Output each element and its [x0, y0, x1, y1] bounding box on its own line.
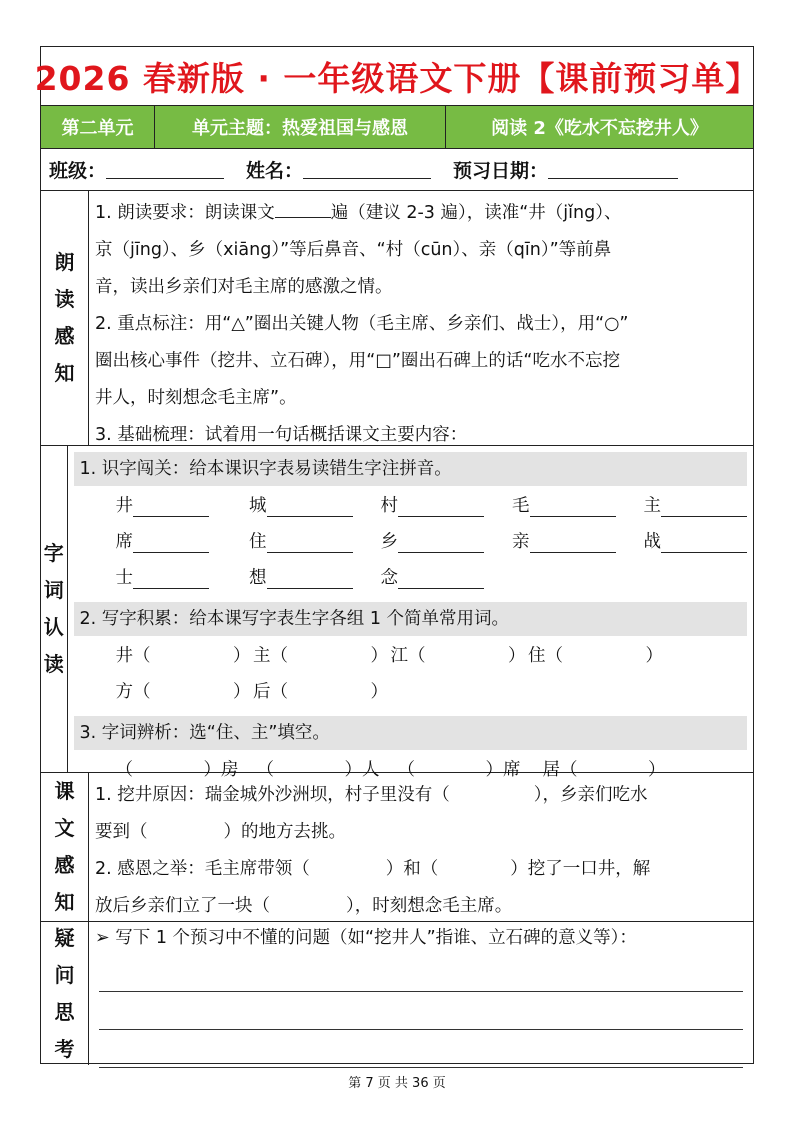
student-info	[41, 149, 753, 191]
reading-requirement: 1. 朗读要求：朗读课文 遍（建议 2-3 遍），读准“井（jǐng）、	[95, 195, 747, 232]
word-heading: 2. 写字积累：给本课写字表生字各组 1 个简单常用词。	[74, 602, 748, 636]
section-questions: 疑 问 思 考 ➢ 写下 1 个预习中不懂的问题（如“挖井人”指谁、立石碑的意义等）：	[41, 922, 753, 1065]
marking-task: 2. 重点标注：用“△”圈出关键人物（毛主席、乡亲们、战士），用“○”	[95, 314, 629, 334]
answer-line[interactable]	[99, 954, 743, 992]
worksheet	[34, 46, 760, 1064]
name-field[interactable]	[303, 160, 431, 179]
choice-heading: 3. 字词辨析：选“住、主”填空。	[74, 716, 748, 750]
section-label: 疑 问 思 考	[41, 922, 89, 1065]
summary-blank[interactable]	[467, 425, 747, 446]
page-number: 第 7 页 共 36 页	[348, 1076, 446, 1091]
answer-line[interactable]	[99, 1030, 743, 1068]
summary-task: 3. 基础梳理：试着用一句话概括课文主要内容：	[95, 417, 747, 454]
section-label: 朗 读 感 知	[41, 191, 89, 445]
section-label: 课 文 感 知	[41, 773, 89, 921]
page-title: 2026 春新版 · 一年级语文下册【课前预习单】	[41, 47, 753, 106]
unit-label: 第二单元	[41, 106, 155, 148]
class-field[interactable]	[106, 160, 224, 179]
class-label: 班级：	[49, 160, 107, 182]
section-reading: 朗 读 感 知 1. 朗读要求：朗读课文 遍（建议 2-3 遍），读准“井（jǐng）、 京（jīng）、乡（xiāng）”等后鼻音、“村（cūn）、亲（qīn）”等前鼻 音，读出乡亲们对毛主席的感激之情。 2. 重点标注：用“△”圈出关键人物（毛主席、乡亲们、战士），用“○” 圈出核心事件（挖井、立石碑），用“□”圈出石碑上的话“吃水不忘挖 井人，时刻想念毛主席”。 3. 基础梳理：试着用一句话概括课文主要内容：	[41, 191, 753, 446]
times-blank[interactable]	[275, 197, 331, 218]
answer-line[interactable]	[99, 992, 743, 1030]
lesson-title: 阅读 2《吃水不忘挖井人》	[491, 118, 708, 139]
section-comprehension: 课 文 感 知 1. 挖井原因：瑞金城外沙洲坝，村子里没有（ ），乡亲们吃水 要到（ ）的地方去挑。 2. 感恩之举：毛主席带领（ ）和（ ）挖了一口井，解 放后乡亲们立了一块（ ），时刻想念毛主席。	[41, 773, 753, 922]
date-label: 预习日期：	[453, 160, 549, 182]
arrow-bullet-icon: ➢	[95, 928, 110, 948]
date-field[interactable]	[548, 160, 678, 179]
pinyin-heading: 1. 识字闯关：给本课识字表易读错生字注拼音。	[74, 452, 748, 486]
section-label: 字 词 认 读	[41, 446, 68, 772]
unit-bar	[41, 106, 753, 149]
section-words: 字 词 认 读 1. 识字闯关：给本课识字表易读错生字注拼音。 井 城 村 毛 主 席 住 乡 亲 战 士 想 念 2. 写字积累：给本课写字表生字各组 1 个简单常用词。 井 （ ） 主 （ ） 江 （ ） 住 （ ） 方 （ ） 后 （ ） 3. 字词辨析：选“住、主”填空。 （ ） 房 （ ） 人 （ ） 席 居 （ ）	[41, 446, 753, 773]
name-label: 姓名：	[246, 160, 304, 182]
unit-theme: 单元主题：热爱祖国与感恩	[155, 106, 446, 148]
